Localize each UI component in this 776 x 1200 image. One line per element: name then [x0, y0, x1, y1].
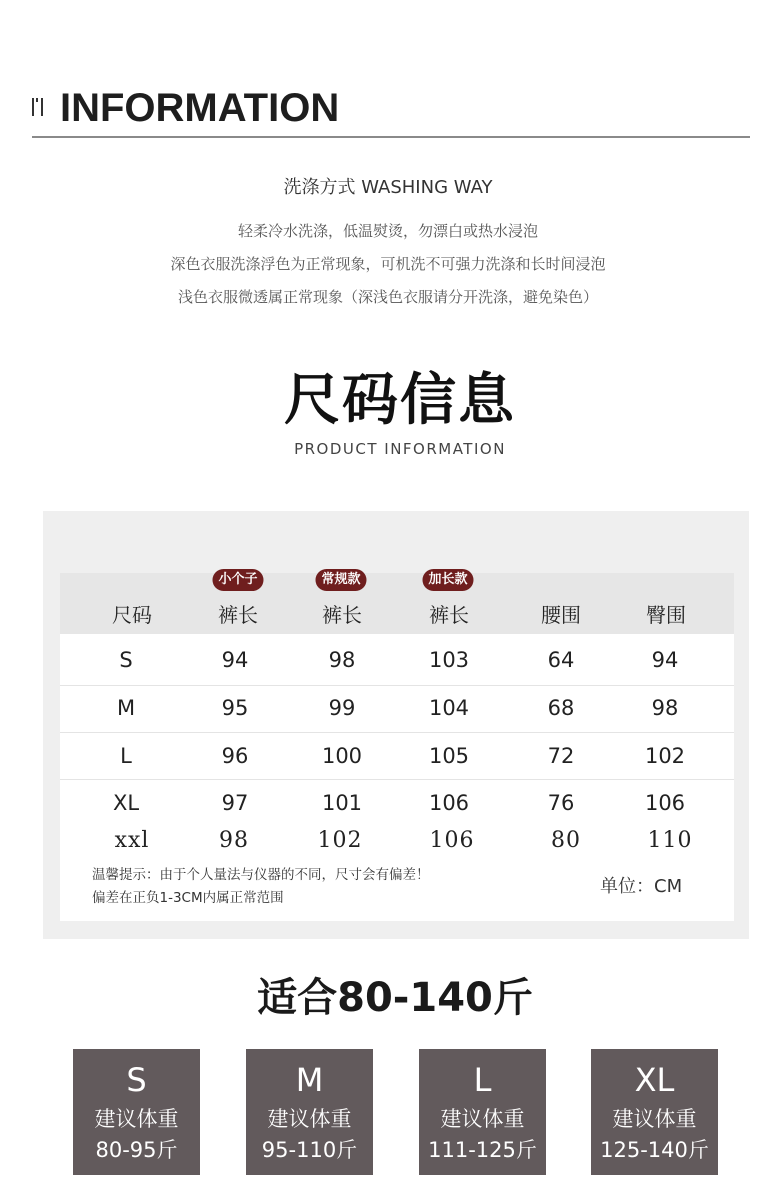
- table-cell: M: [116, 696, 136, 720]
- table-cell: 100: [321, 744, 363, 768]
- header-length-petite: 裤长: [218, 603, 258, 627]
- table-cell: 68: [547, 696, 575, 720]
- weight-size: M: [295, 1061, 324, 1099]
- weight-size: S: [126, 1061, 147, 1099]
- table-cell: 101: [321, 791, 363, 815]
- table-cell: 110: [647, 828, 693, 853]
- header-length-regular: 裤长: [322, 603, 362, 627]
- table-cell: 72: [547, 744, 575, 768]
- weight-size: L: [473, 1061, 492, 1099]
- washing-title: 洗涤方式 WASHING WAY: [283, 177, 493, 198]
- row-divider: [60, 732, 734, 733]
- header-length-long: 裤长: [429, 603, 469, 627]
- header-title: INFORMATION: [60, 86, 340, 130]
- fit-title: 适合80-140斤: [257, 975, 533, 1021]
- table-cell: 98: [651, 696, 679, 720]
- tip-note: 温馨提示：由于个人量法与仪器的不同，尺寸会有偏差！: [92, 867, 430, 883]
- weight-box-l: [419, 1049, 546, 1175]
- table-cell: 94: [651, 648, 679, 672]
- header-bar-icon: [32, 98, 50, 118]
- badge-petite: 小个子: [212, 569, 263, 591]
- table-cell: 105: [428, 744, 470, 768]
- weight-box-m: [246, 1049, 373, 1175]
- size-info-title: 尺码信息: [284, 368, 516, 433]
- table-cell: 103: [428, 648, 470, 672]
- table-cell: 98: [328, 648, 356, 672]
- table-cell: xxl: [114, 828, 150, 853]
- weight-label: 建议体重: [94, 1107, 179, 1131]
- weight-label: 建议体重: [440, 1107, 525, 1131]
- size-table-header: [60, 573, 734, 634]
- table-cell: 99: [328, 696, 356, 720]
- table-cell: 76: [547, 791, 575, 815]
- tip-note: 偏差在正负1-3CM内属正常范围: [92, 890, 284, 906]
- table-cell: 98: [219, 828, 249, 853]
- table-cell: 102: [644, 744, 686, 768]
- weight-range: 80-95斤: [95, 1138, 178, 1162]
- weight-box-s: [73, 1049, 200, 1175]
- table-cell: 64: [547, 648, 575, 672]
- table-cell: 95: [221, 696, 249, 720]
- washing-line: 深色衣服洗涤浮色为正常现象，可机洗不可强力洗涤和长时间浸泡: [170, 255, 606, 273]
- table-cell: 106: [644, 791, 686, 815]
- badge-long: 加长款: [422, 569, 473, 591]
- information-header: [32, 84, 750, 138]
- table-cell: XL: [112, 791, 140, 815]
- weight-label: 建议体重: [612, 1107, 697, 1131]
- badge-regular: 常规款: [315, 569, 366, 591]
- unit-label: 单位：CM: [600, 876, 683, 897]
- table-cell: 104: [428, 696, 470, 720]
- row-divider: [60, 779, 734, 780]
- table-cell: 106: [428, 791, 470, 815]
- table-cell: 94: [221, 648, 249, 672]
- header-waist: 腰围: [541, 603, 581, 627]
- table-cell: L: [120, 744, 132, 768]
- header-hip: 臀围: [646, 603, 686, 627]
- weight-size: XL: [634, 1061, 675, 1099]
- weight-range: 111-125斤: [428, 1138, 537, 1162]
- washing-line: 轻柔冷水洗涤，低温熨烫，勿漂白或热水浸泡: [237, 222, 538, 240]
- weight-box-xl: [591, 1049, 718, 1175]
- table-cell: 96: [221, 744, 249, 768]
- table-cell: S: [119, 648, 133, 672]
- table-cell: 80: [551, 828, 581, 853]
- header-size: 尺码: [112, 603, 152, 627]
- table-cell: 97: [221, 791, 249, 815]
- row-divider: [60, 685, 734, 686]
- size-info-subtitle: PRODUCT INFORMATION: [294, 440, 506, 458]
- weight-range: 125-140斤: [600, 1138, 709, 1162]
- table-cell: 106: [429, 828, 475, 853]
- washing-line: 浅色衣服微透属正常现象（深浅色衣服请分开洗涤，避免染色）: [177, 288, 598, 306]
- weight-label: 建议体重: [267, 1107, 352, 1131]
- table-cell: 102: [317, 828, 363, 853]
- weight-range: 95-110斤: [261, 1138, 358, 1162]
